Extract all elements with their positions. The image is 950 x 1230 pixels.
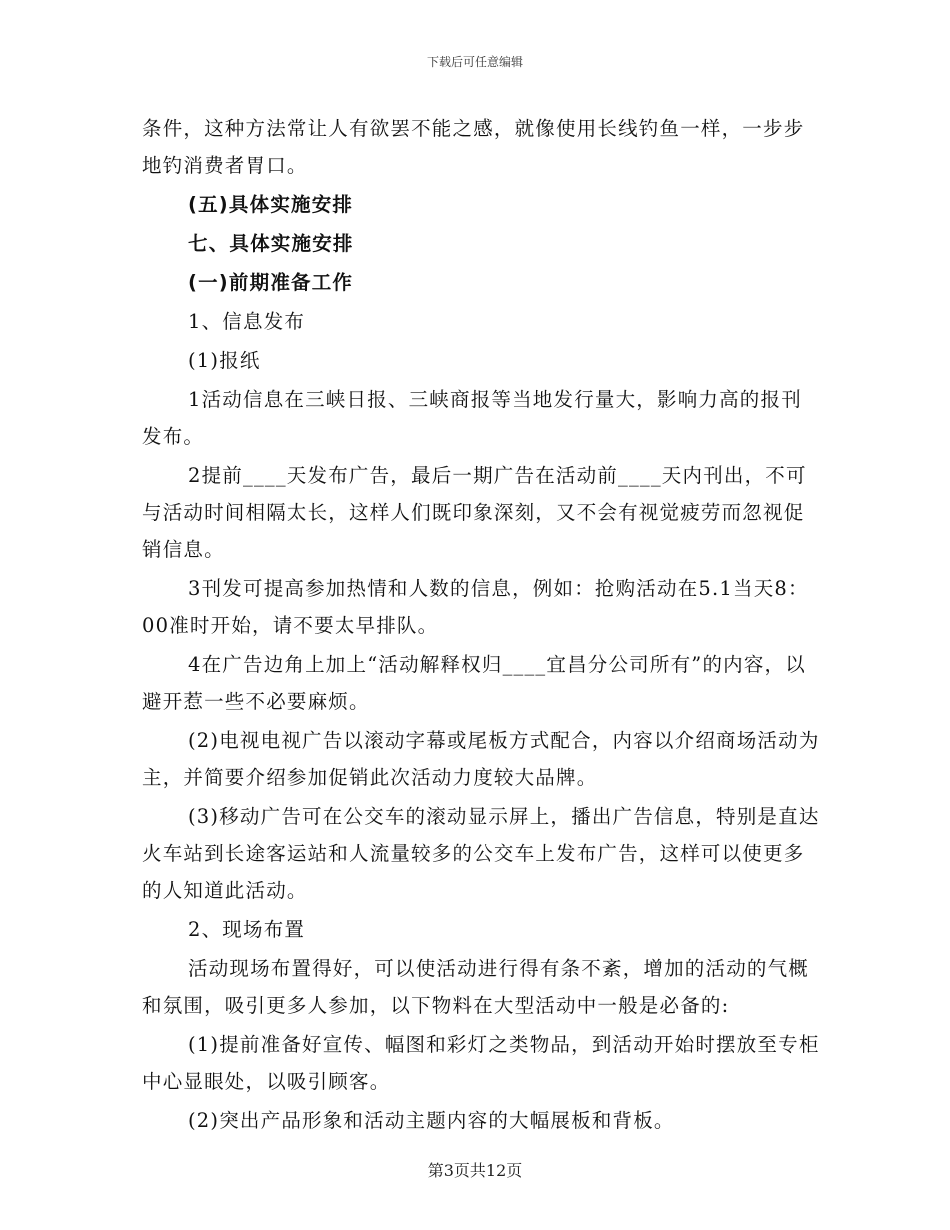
body-paragraph: 4在广告边角上加上“活动解释权归____宜昌分公司所有”的内容，以避开惹一些不必要麻烦。 xyxy=(142,653,806,713)
body-paragraph: 1、信息发布 xyxy=(188,310,306,333)
body-paragraph: 2、现场布置 xyxy=(188,918,306,941)
section-heading: 七、具体实施安排 xyxy=(188,232,354,255)
page-footer: 第3页共12页 xyxy=(427,1161,523,1180)
body-paragraph: 2提前____天发布广告，最后一期广告在活动前____天内刊出，不可与活动时间相隔太长，这样人们既印象深刻，又不会有视觉疲劳而忽视促销信息。 xyxy=(142,464,807,561)
body-paragraph: 条件，这种方法常让人有欲罢不能之感，就像使用长线钓鱼一样，一步步地钓消费者胃口。 xyxy=(142,117,805,177)
document-body xyxy=(142,110,822,1141)
body-paragraph: 3刊发可提高参加热情和人数的信息，例如：抢购活动在5.1当天8：00准时开始，请不要太早排队。 xyxy=(142,577,809,637)
body-paragraph: (2)电视电视广告以滚动字幕或尾板方式配合，内容以介绍商场活动为主，并简要介绍参加促销此次活动力度较大品牌。 xyxy=(142,729,820,789)
body-paragraph: (3)移动广告可在公交车的滚动显示屏上，播出广告信息，特别是直达火车站到长途客运站和人流量较多的公交车上发布广告，这样可以使更多的人知道此活动。 xyxy=(142,805,820,902)
page-header: 下载后可任意编辑 xyxy=(426,55,523,69)
body-paragraph: (2)突出产品形象和活动主题内容的大幅展板和背板。 xyxy=(188,1109,675,1132)
body-paragraph: (1)报纸 xyxy=(188,349,261,372)
section-heading: (五)具体实施安排 xyxy=(188,193,354,216)
body-paragraph: (1)提前准备好宣传、幅图和彩灯之类物品，到活动开始时摆放至专柜中心显眼处，以吸引顾客。 xyxy=(142,1033,820,1093)
section-heading: (一)前期准备工作 xyxy=(188,271,354,294)
body-paragraph: 1活动信息在三峡日报、三峡商报等当地发行量大，影响力高的报刊发布。 xyxy=(142,388,802,448)
body-paragraph: 活动现场布置得好，可以使活动进行得有条不紊，增加的活动的气概和氛围，吸引更多人参加，以下物料在大型活动中一般是必备的: xyxy=(142,957,810,1017)
